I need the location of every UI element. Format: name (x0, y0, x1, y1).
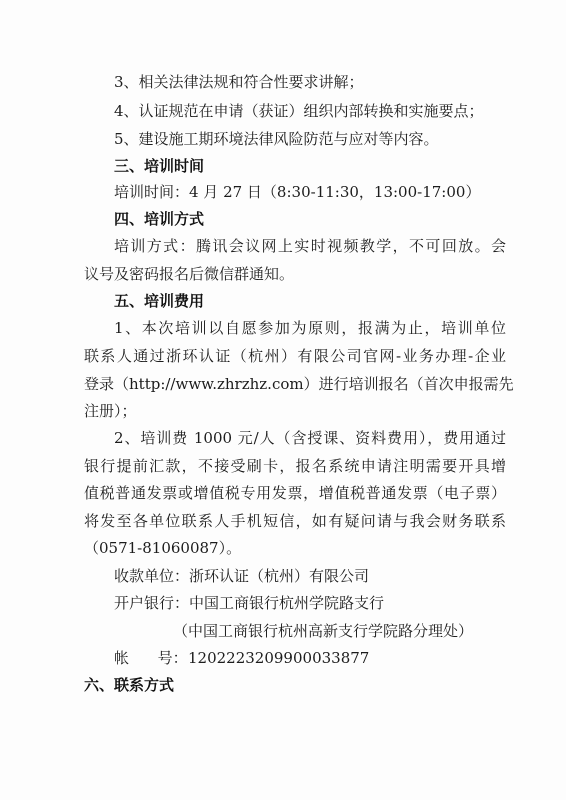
list-item-construction-risk: 5、建设施工期环境法律风险防范与应对等内容。 (114, 130, 439, 148)
training-time-text: 培训时间：4 月 27 日（8:30-11:30，13:00-17:00） (114, 183, 481, 201)
fee-para2-line-2: 银行提前汇款，不接受刷卡，报名系统申请注明需要开具增 (84, 457, 506, 475)
section-heading-contact: 六、联系方式 (84, 676, 175, 694)
bank-text: 开户银行：中国工商银行杭州学院路支行 (114, 594, 385, 612)
list-item-certification-norms: 4、认证规范在申请（获证）组织内部转换和实施要点； (114, 102, 484, 120)
account-label: 帐 号： (114, 649, 188, 667)
fee-para2-line-3: 值税普通发票或增值税专用发票，增值税普通发票（电子票） (84, 484, 506, 502)
fee-para1-line-4: 注册）； (84, 402, 137, 420)
bank-branch-text: （中国工商银行杭州高新支行学院路分理处） (173, 622, 474, 640)
list-item-regulations: 3、相关法律法规和符合性要求讲解； (114, 73, 364, 91)
fee-para1-line-3: 登录（http://www.zhrzhz.com）进行培训报名（首次申报需先 (84, 375, 514, 393)
fee-para2-line-5: （0571-81060087）。 (84, 539, 242, 557)
fee-para2-line-1: 2、培训费 1000 元/人（含授课、资料费用），费用通过 (114, 429, 506, 447)
fee-para1-line-1: 1、本次培训以自愿参加为原则，报满为止，培训单位 (114, 319, 506, 337)
section-heading-training-fee: 五、培训费用 (114, 292, 205, 310)
fee-para2-line-4: 将发至各单位联系人手机短信，如有疑问请与我会财务联系 (84, 512, 506, 530)
payee-text: 收款单位：浙环认证（杭州）有限公司 (114, 567, 370, 585)
section-heading-training-time: 三、培训时间 (114, 157, 205, 175)
training-method-line-1: 培训方式：腾讯会议网上实时视频教学，不可回放。会 (114, 237, 506, 255)
section-heading-training-method: 四、培训方式 (114, 210, 205, 228)
training-method-line-2: 议号及密码报名后微信群通知。 (84, 265, 295, 283)
account-number: 1202223209900033877 (188, 649, 370, 667)
fee-para1-line-2: 联系人通过浙环认证（杭州）有限公司官网-业务办理-企业 (84, 347, 506, 365)
